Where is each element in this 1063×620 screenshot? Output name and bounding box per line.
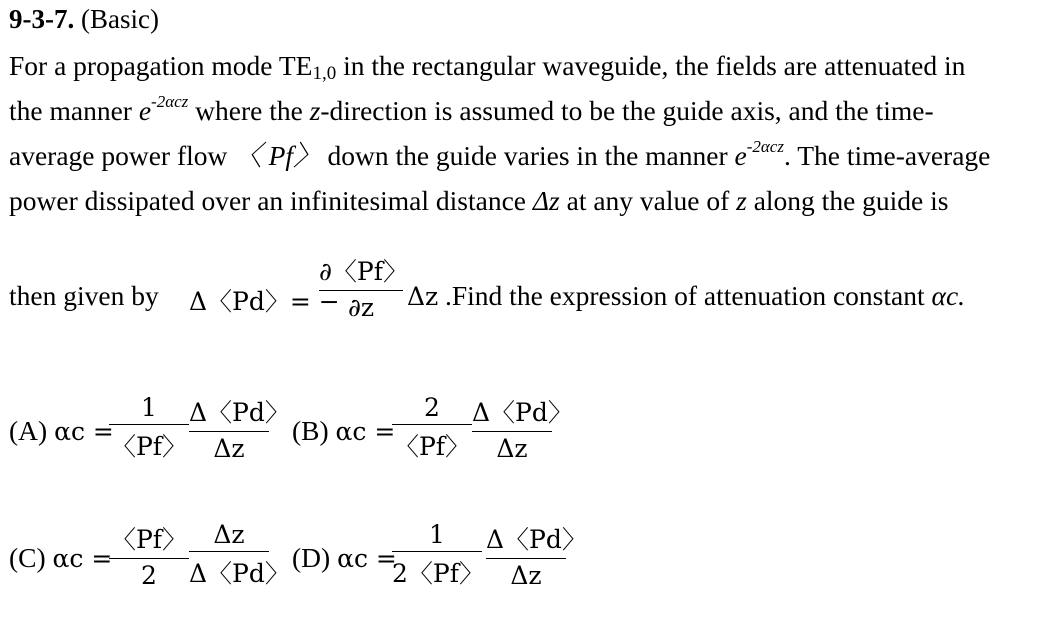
option-a-frac-2: [189, 393, 290, 463]
option-a-num-1: 1: [141, 393, 157, 422]
line-3a: average power flow: [9, 140, 235, 171]
exp-power-2: -2αcz: [746, 137, 784, 156]
option-c-bar-2: [189, 551, 269, 552]
option-b-bar-2: [472, 431, 552, 432]
option-b-num-1: 2: [424, 393, 440, 422]
option-c-letter: (C): [9, 542, 46, 573]
line-4b: at any value of: [559, 185, 737, 216]
line-2a: the manner: [9, 95, 139, 126]
delta-z: Δz: [532, 185, 560, 216]
option-b[interactable]: [292, 385, 572, 475]
option-a-frac-1: [109, 393, 189, 463]
option-d-frac-2: [486, 520, 587, 590]
problem-line-2: [9, 92, 1053, 127]
option-d-num-1: 1: [429, 520, 445, 549]
eq-tail: Δz: [407, 282, 439, 311]
line-5-tail: [445, 280, 965, 312]
option-a-num-2: Δ〈Pd〉: [189, 398, 290, 427]
equation-row: [9, 250, 1053, 345]
option-c[interactable]: [9, 512, 289, 602]
eq-fraction-bar: [319, 290, 403, 291]
line-5a: then given by: [9, 280, 159, 311]
problem-heading: [9, 2, 159, 36]
problem-level: (Basic): [80, 4, 159, 34]
z-var: z: [309, 95, 321, 126]
eq-numerator: ∂〈Pf〉: [319, 257, 409, 286]
exp-power: -2αcz: [151, 92, 189, 111]
option-a-lhs: αc =: [54, 417, 114, 446]
option-b-label: [292, 415, 395, 447]
option-c-frac-1: [109, 520, 189, 590]
line-2b: where the: [188, 95, 310, 126]
option-a-bar-1: [109, 424, 189, 425]
line-1b: in the rectangular waveguide, the fields are attenuated in: [336, 50, 966, 81]
line-1-text: [9, 50, 965, 82]
option-c-frac-2: [189, 520, 290, 590]
option-b-num-2: Δ〈Pd〉: [472, 398, 573, 427]
option-a-den-2: Δz: [213, 434, 245, 463]
line-4a: power dissipated over an infinitesimal distance: [9, 185, 533, 216]
option-d-label: [292, 542, 397, 574]
option-d-frac-1: [392, 520, 482, 590]
option-d-den-1: 2〈Pf〉: [392, 559, 484, 588]
option-d-letter: (D): [292, 542, 331, 573]
option-a-label: [9, 415, 114, 447]
option-a-letter: (A): [9, 415, 48, 446]
alpha-c: αc.: [931, 280, 966, 311]
line-3b: down the guide varies in the manner: [320, 140, 735, 171]
option-d-num-2: Δ〈Pd〉: [486, 525, 587, 554]
mode-subscript: 1,0: [312, 63, 337, 84]
option-d-bar-1: [392, 551, 482, 552]
option-c-bar-1: [109, 558, 189, 559]
option-b-den-1: 〈Pf〉: [393, 432, 471, 461]
option-c-label: [9, 542, 112, 574]
eq-lhs: Δ〈Pd〉= −: [189, 287, 340, 316]
power-flow-symbol: 〈 Pf〉: [234, 140, 321, 171]
option-b-lhs: αc =: [335, 417, 396, 446]
option-b-frac-1: [392, 393, 472, 463]
line-1a: For a propagation mode TE: [9, 50, 313, 81]
option-d-lhs: αc =: [337, 544, 397, 573]
eq-fraction: [319, 252, 409, 322]
option-c-lhs: αc =: [52, 544, 113, 573]
problem-line-1: [9, 50, 1053, 82]
option-c-num-2: Δz: [213, 520, 245, 549]
line-3c: . The time-average: [783, 140, 991, 171]
problem-line-3: average power flow 〈 Pf〉 down the guide varies in the manner $e^{-2\alpha cz}$. The time-average: [9, 137, 991, 171]
option-b-den-2: Δz: [496, 434, 528, 463]
option-a-den-1: 〈Pf〉: [110, 432, 188, 461]
option-d-den-2: Δz: [510, 561, 542, 590]
exp-base: e: [138, 95, 152, 126]
option-d[interactable]: [292, 512, 592, 602]
option-a-bar-2: [189, 431, 269, 432]
problem-number: 9-3-7.: [9, 4, 75, 34]
option-d-bar-2: [486, 558, 566, 559]
option-b-frac-2: [472, 393, 573, 463]
line-5b: .Find the expression of attenuation constant: [445, 280, 932, 311]
option-c-den-2: Δ〈Pd〉: [189, 559, 290, 588]
problem-line-4: power dissipated over an infinitesimal distance Δz at any value of z along the guide is: [9, 185, 949, 216]
option-c-num-1: 〈Pf〉: [110, 525, 188, 554]
line-4c: along the guide is: [746, 185, 949, 216]
option-b-letter: (B): [292, 415, 329, 446]
option-c-den-1: 2: [141, 561, 157, 590]
option-b-bar-1: [392, 424, 472, 425]
line-2c: -direction is assumed to be the guide axis, and the time-: [320, 95, 934, 126]
eq-denominator: ∂z: [347, 293, 375, 322]
option-a[interactable]: [9, 385, 289, 475]
